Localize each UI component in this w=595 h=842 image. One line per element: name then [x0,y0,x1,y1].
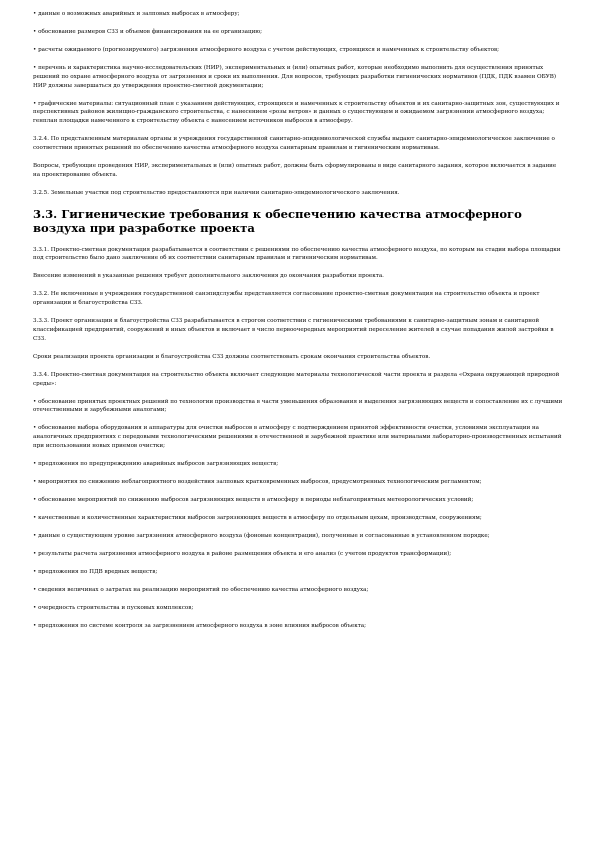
section-heading: 3.3. Гигиенические требования к обеспечению качества атмосферного воздуха при разработке проекта [33,206,522,235]
paragraph: 3.2.5. Земельные участки под строительство предоставляются при наличии санитарно-эпидемиологического заключения. [33,189,400,196]
paragraph: • обоснование размеров СЗЗ и объемов финансирования на ее организацию; [33,28,263,35]
list-item: • качественные и количественные характеристики выбросов загрязняющих веществ в атмосферу по отдельным цехам, производствам, сооружениям; [33,514,482,521]
list-item: • сведения величинах о затратах на реализацию мероприятий по обеспечению качества атмосферного воздуха; [33,586,369,593]
list-item: • обоснование выбора оборудования и аппаратуры для очистки выбросов в атмосферу с подтверждением принятой эффективности очистки, условиями эксплуатации на аналогичных предприятиях с передовыми технологическими решениями в отечественной и зарубежной практике или материалами лабораторно-производственных испытаний при использовании новых приемов очистки; [33,425,562,449]
list-item: • очередность строительства и пусковых комплексов; [33,604,194,611]
paragraph: 3.2.4. По представленным материалам органы и учреждения государственной санитарно-эпидемиологической службы выдают санитарно-эпидемиологическое заключение о соответствии принятых решений по обеспечению качества атмосферного воздуха санитарным правилам и гигиеническим нормативам. [33,136,555,151]
paragraph: 3.3.1. Проектно-сметная документация разрабатывается в соответствии с решениями по обеспечению качества атмосферного воздуха, по которым на стадии выбора площадки под строительство было дано заключение об их соответствии санитарным правилам и гигиеническим нормативам. [33,246,561,262]
paragraph: Сроки реализации проекта организации и благоустройства СЗЗ должны соответствовать срокам окончания строительства объектов. [33,353,431,360]
list-item: • данные о существующем уровне загрязнения атмосферного воздуха (фоновые концентрации), полученные и согласованные в установленном порядке; [33,532,490,539]
paragraph: • графические материалы: ситуационный план с указанием действующих, строящихся и намеченных к строительству объектов и их санитарно-защитных зон, существующих и перспективных районов жилищно-гражданского строительства, с нанесением «розы ветров» и данных о существующем и ожидаемом загрязнении атмосферного воздуха; генплан площадки намеченного к строительству объекта с нанесением источников выбросов в атмосферу. [33,100,560,125]
paragraph: 3.3.3. Проект организации и благоустройства СЗЗ разрабатывается в строгом соответствии с гигиеническими требованиями к санитарно-защитным зонам и санитарной классификацией предприятий, сооружений и иных объектов и включает в число первоочередных мероприятий переселение жителей в случае попадания жилой застройки в СЗЗ. [33,318,554,342]
document-page [33,10,565,640]
list-item: • обоснование принятых проектных решений по технологии производства в части уменьшения образования и выделения загрязняющих веществ и сопоставление их с лучшими отечественными и зарубежными аналогами; [33,398,563,414]
list-item: • результаты расчета загрязнения атмосферного воздуха в районе размещения объекта и его анализ (с учетом продуктов трансформации); [33,550,452,557]
paragraph: • расчеты ожидаемого (прогнозируемого) загрязнения атмосферного воздуха с учетом действующих, строящихся и намеченных к строительству объектов; [33,46,499,53]
list-item: • обоснование мероприятий по снижению выбросов загрязняющих веществ в атмосферу в периоды неблагоприятных метеорологических условий; [33,496,474,503]
list-item: • предложения по ПДВ вредных веществ; [33,568,158,575]
list-item: • предложения по предупреждению аварийных выбросов загрязняющих веществ; [33,460,279,467]
list-item: • предложения по системе контроля за загрязнением атмосферного воздуха в зоне влияния выбросов объекта; [33,622,367,629]
paragraph: • перечень и характеристика научно-исследовательских (НИР), экспериментальных и (или) опытных работ, которые необходимо выполнить для осуществления принятых решений по охране атмосферного воздуха от загрязнения и сроки их выполнения. Для вопросов, требующих разработки гигиенических нормативов (ПДК, ПДК взамен ОБУВ) НИР должны завершаться до утверждения проектно-сметной документации; [33,64,557,89]
paragraph: 3.3.4. Проектно-сметная документация на строительство объекта включает следующие материалы технологической части проекта и раздела «Охрана окружающей природной среды»: [33,371,560,387]
paragraph: Вопросы, требующие проведения НИР, экспериментальных и (или) опытных работ, должны быть сформулированы в виде санитарного задания, которое включается в задание на проектирование объекта. [33,162,557,178]
paragraph: • данные о возможных аварийных и залповых выбросах в атмосферу; [33,11,240,17]
paragraph: Внесение изменений в указанные решения требует дополнительного заключения до окончания разработки проекта. [33,273,384,280]
paragraph: 3.3.2. Не включенные в учреждения государственной санэпидслужбы представляется согласование проектно-сметная документация на строительство объекта и проект организации и благоустройства СЗЗ. [33,291,540,307]
list-item: • мероприятия по снижению неблагоприятного воздействия залповых кратковременных выбросов, предусмотренных технологическим регламентом; [33,478,482,485]
